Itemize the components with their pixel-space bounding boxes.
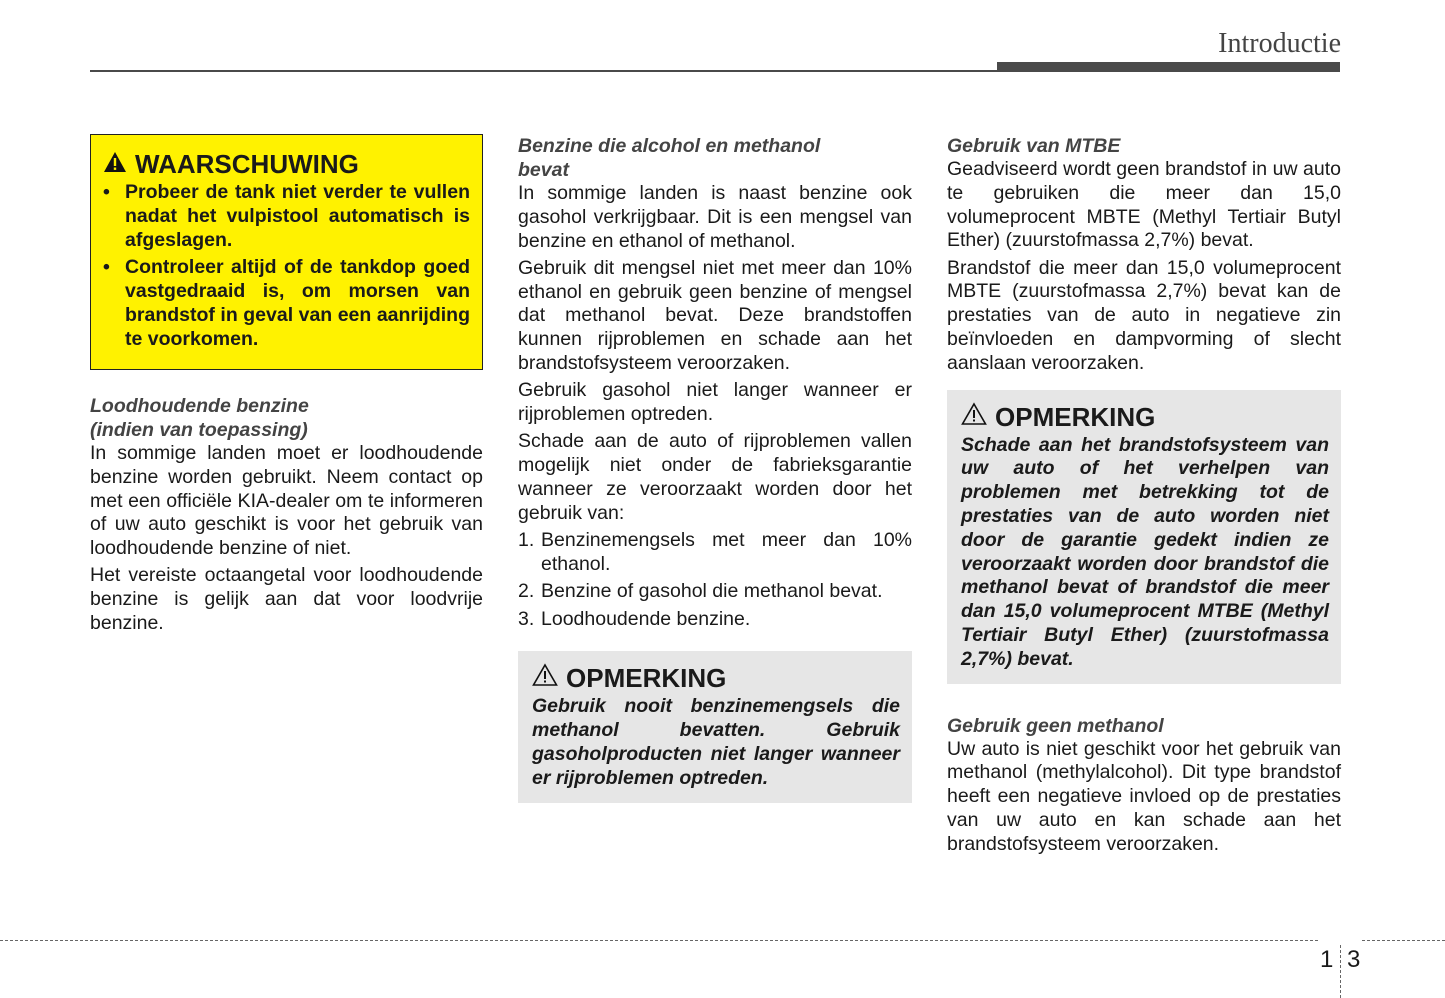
header-bar [997, 62, 1340, 72]
header-rule [90, 70, 1000, 72]
column-left [90, 134, 483, 639]
column-right [947, 134, 1341, 860]
alcohol-heading: Benzine die alcohol en methanol bevat [518, 135, 821, 181]
page-number: 3 [1347, 946, 1361, 973]
column-middle [518, 134, 912, 803]
footer-divider [1340, 945, 1341, 998]
note-title: OPMERKING [532, 663, 900, 693]
methanol-paragraph-1: Uw auto is niet geschikt voor het gebruik van methanol (methylalcohol). Dit type brandstof heeft een negatieve invloed op de prestaties van uw auto en kan schade aan het brandstofsysteem veroorzaken. [947, 737, 1341, 855]
warning-title-text: WAARSCHUWING [135, 149, 359, 179]
chapter-number: 1 [1320, 946, 1334, 973]
note-body: Gebruik nooit benzinemengsels die methanol bevatten. Gebruik gasoholproducten niet langer wanneer er rijproblemen optreden. [532, 695, 900, 789]
alcohol-paragraph-1: In sommige landen is naast benzine ook gasohol verkrijgbaar. Dit is een mengsel van benzine en ethanol of methanol. [518, 182, 912, 252]
note-box-mtbe [947, 390, 1341, 684]
leaded-paragraph-1: In sommige landen moet er loodhoudende benzine worden gebruikt. Neem contact op met een officiële KIA-dealer om te informeren of uw auto geschikt is voor het gebruik van loodhoudende benzine of niet. [90, 442, 483, 560]
caution-triangle-icon [532, 663, 558, 693]
leaded-paragraph-2: Het vereiste octaangetal voor loodhoudende benzine is gelijk aan dat voor loodvrije benzine. [90, 564, 483, 635]
note-body: Schade aan het brandstofsysteem van uw auto of het verhelpen van problemen met betrekking tot de prestaties van de auto worden niet door de garantie gedekt indien ze veroorzaakt worden door brandstof die methanol bevat of brandstof die meer dan 15,0 volumeprocent MTBE (Methyl Tertiair Butyl Ether) (zuurstofmassa 2,7%) bevat. [961, 433, 1329, 670]
alcohol-paragraph-3: Gebruik gasohol niet langer wanneer er rijproblemen optreden. [518, 379, 912, 426]
list-item: 1. Benzinemengsels met meer dan 10% ethanol. [518, 529, 912, 575]
mtbe-paragraph-1: Geadviseerd wordt geen brandstof in uw auto te gebruiken die meer dan 15,0 volumeprocent MBTE (Methyl Tertiair Butyl Ether) (zuurstofmassa 2,7%) bevat. [947, 158, 1341, 252]
alcohol-paragraph-4: Schade aan de auto of rijproblemen vallen mogelijk niet onder de fabrieksgarantie wanneer ze veroorzaakt worden door het gebruik van: [518, 430, 912, 524]
leaded-heading: Loodhoudende benzine (indien van toepassing) [90, 395, 309, 441]
warning-box [90, 134, 483, 370]
list-item: 2. Benzine of gasohol die methanol bevat. [518, 580, 883, 603]
note-title: OPMERKING [961, 402, 1329, 432]
page-header-title: Introductie [1218, 28, 1341, 59]
mtbe-heading: Gebruik van MTBE [947, 135, 1121, 157]
warning-triangle-icon [103, 149, 127, 179]
mtbe-paragraph-2: Brandstof die meer dan 15,0 volumeprocent MBTE (zuurstofmassa 2,7%) bevat kan de prestaties van de auto in negatieve zin beïnvloeden en dampvorming of slecht aanslaan veroorzaken. [947, 256, 1341, 374]
methanol-heading: Gebruik geen methanol [947, 714, 1164, 737]
footer-dashed-rule [1362, 940, 1445, 941]
warning-item: • Probeer de tank niet verder te vullen nadat het vulpistool automatisch is afgeslagen. [103, 181, 470, 251]
caution-triangle-icon [961, 402, 987, 432]
warning-list [103, 181, 470, 352]
warning-item: • Controleer altijd of de tankdop goed vastgedraaid is, om morsen van brandstof in geval van een aanrijding te voorkomen. [103, 256, 470, 350]
warning-title [103, 149, 470, 179]
note-box-methanol [518, 651, 912, 802]
alcohol-paragraph-2: Gebruik dit mengsel niet met meer dan 10% ethanol en gebruik geen benzine of mengsel dat methanol bevat. Deze brandstoffen kunnen rijproblemen en schade aan het brandstofsysteem veroorzaken. [518, 256, 912, 375]
footer-dashed-rule [0, 940, 1318, 941]
list-item: 3. Loodhoudende benzine. [518, 607, 751, 630]
alcohol-list [518, 529, 912, 631]
